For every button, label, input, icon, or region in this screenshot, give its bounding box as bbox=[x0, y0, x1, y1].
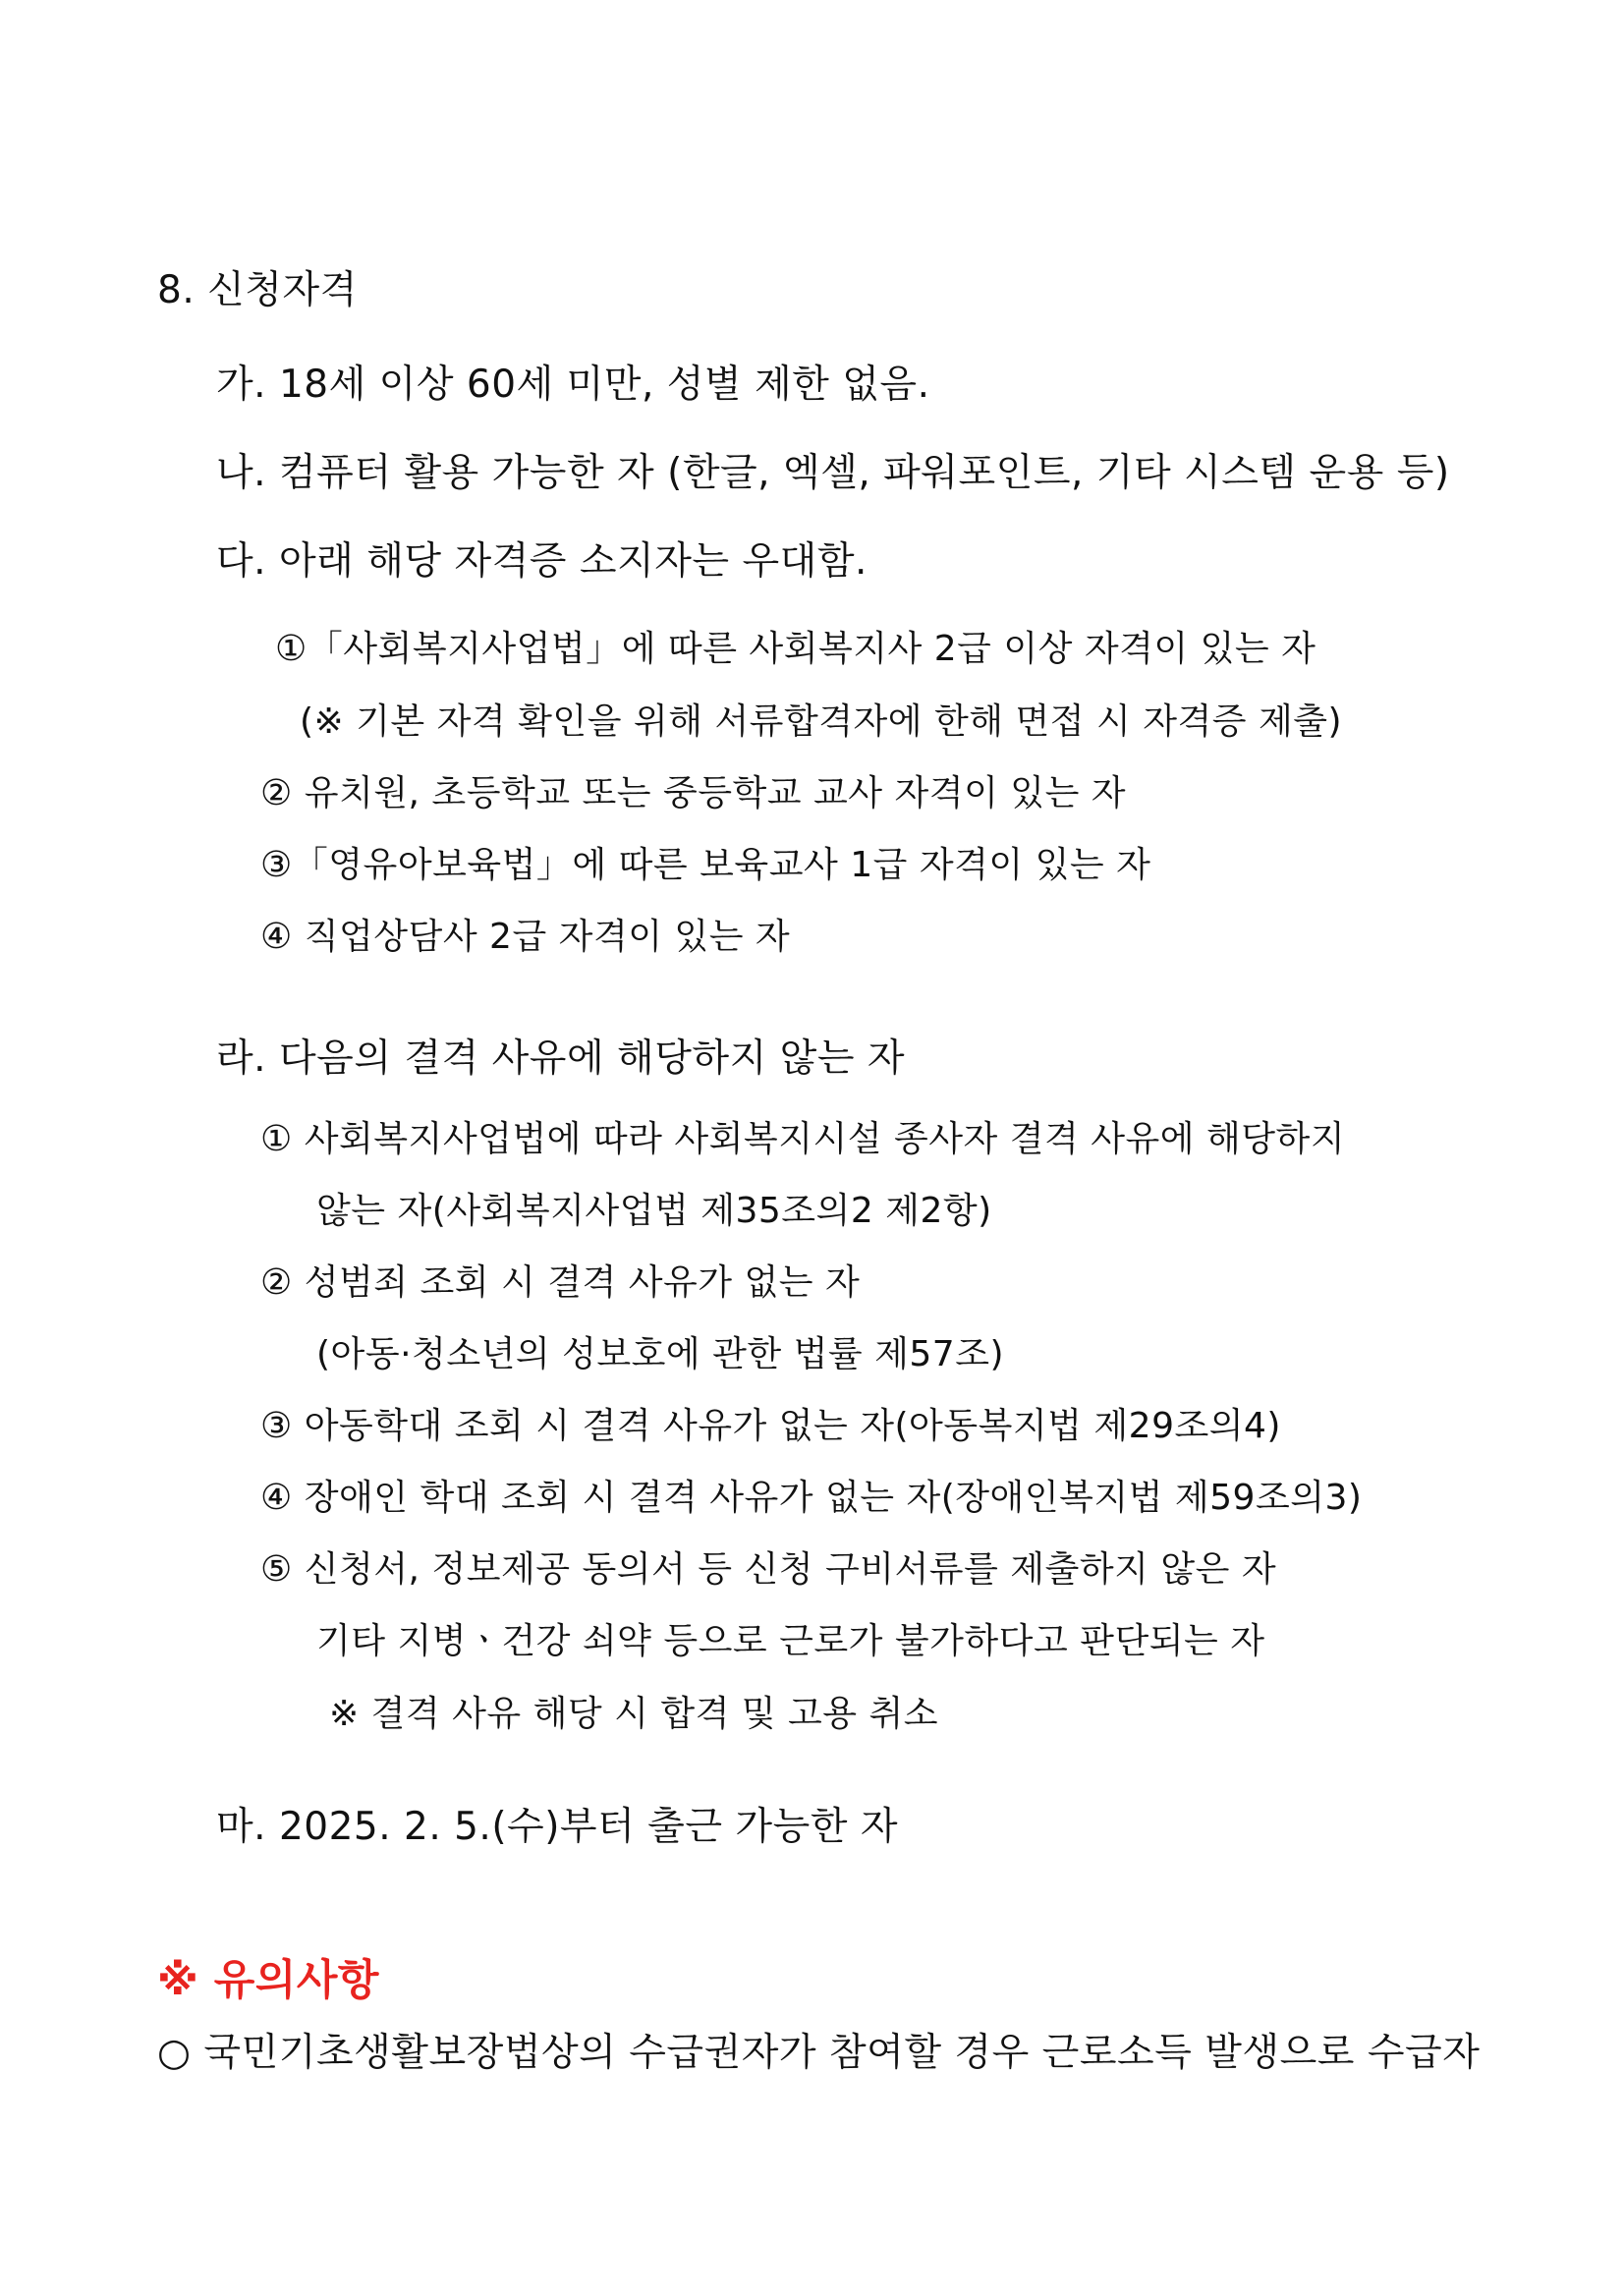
item-ra-5-cont: 기타 지병ㆍ건강 쇠약 등으로 근로가 불가하다고 판단되는 자 bbox=[316, 1621, 1265, 1661]
item-da-3: ③「영유아보육법」에 따른 보육교사 1급 자격이 있는 자 bbox=[260, 845, 1151, 885]
item-da: 다. 아래 해당 자격증 소지자는 우대함. bbox=[216, 539, 868, 584]
item-na: 나. 컴퓨터 활용 가능한 자 (한글, 엑셀, 파워포인트, 기타 시스템 운용 등) bbox=[216, 451, 1450, 495]
item-ra-2-cont: (아동·청소년의 성보호에 관한 법률 제57조) bbox=[316, 1334, 1005, 1374]
section-heading: 8. 신청자격 bbox=[157, 268, 358, 312]
item-ra-note: ※ 결격 사유 해당 시 합격 및 고용 취소 bbox=[329, 1694, 939, 1734]
notice-bullet-1: ○ 국민기초생활보장법상의 수급권자가 참여할 경우 근로소득 발생으로 수급자 bbox=[157, 2031, 1481, 2075]
item-ra-2: ② 성범죄 조회 시 결격 사유가 없는 자 bbox=[260, 1262, 861, 1303]
item-ra-3: ③ 아동학대 조회 시 결격 사유가 없는 자(아동복지법 제29조의4) bbox=[260, 1406, 1281, 1446]
item-ra-4: ④ 장애인 학대 조회 시 결격 사유가 없는 자(장애인복지법 제59조의3) bbox=[260, 1478, 1363, 1518]
item-da-2: ② 유치원, 초등학교 또는 중등학교 교사 자격이 있는 자 bbox=[260, 773, 1127, 813]
item-ra-1: ① 사회복지사업법에 따라 사회복지시설 종사자 결격 사유에 해당하지 bbox=[260, 1119, 1346, 1159]
item-da-1: ①「사회복지사업법」에 따른 사회복지사 2급 이상 자격이 있는 자 bbox=[275, 629, 1316, 669]
item-ra-5: ⑤ 신청서, 정보제공 동의서 등 신청 구비서류를 제출하지 않은 자 bbox=[260, 1549, 1277, 1590]
item-ma: 마. 2025. 2. 5.(수)부터 출근 가능한 자 bbox=[216, 1805, 899, 1849]
notice-heading: ※ 유의사항 bbox=[157, 1956, 379, 2005]
item-ra: 라. 다음의 결격 사유에 해당하지 않는 자 bbox=[216, 1036, 906, 1081]
item-da-1-note: (※ 기본 자격 확인을 위해 서류합격자에 한해 면접 시 자격증 제출) bbox=[300, 701, 1343, 742]
item-ra-1-cont: 않는 자(사회복지사업법 제35조의2 제2항) bbox=[316, 1191, 992, 1231]
item-da-4: ④ 직업상담사 2급 자격이 있는 자 bbox=[260, 917, 791, 957]
item-ga: 가. 18세 이상 60세 미만, 성별 제한 없음. bbox=[216, 363, 930, 407]
